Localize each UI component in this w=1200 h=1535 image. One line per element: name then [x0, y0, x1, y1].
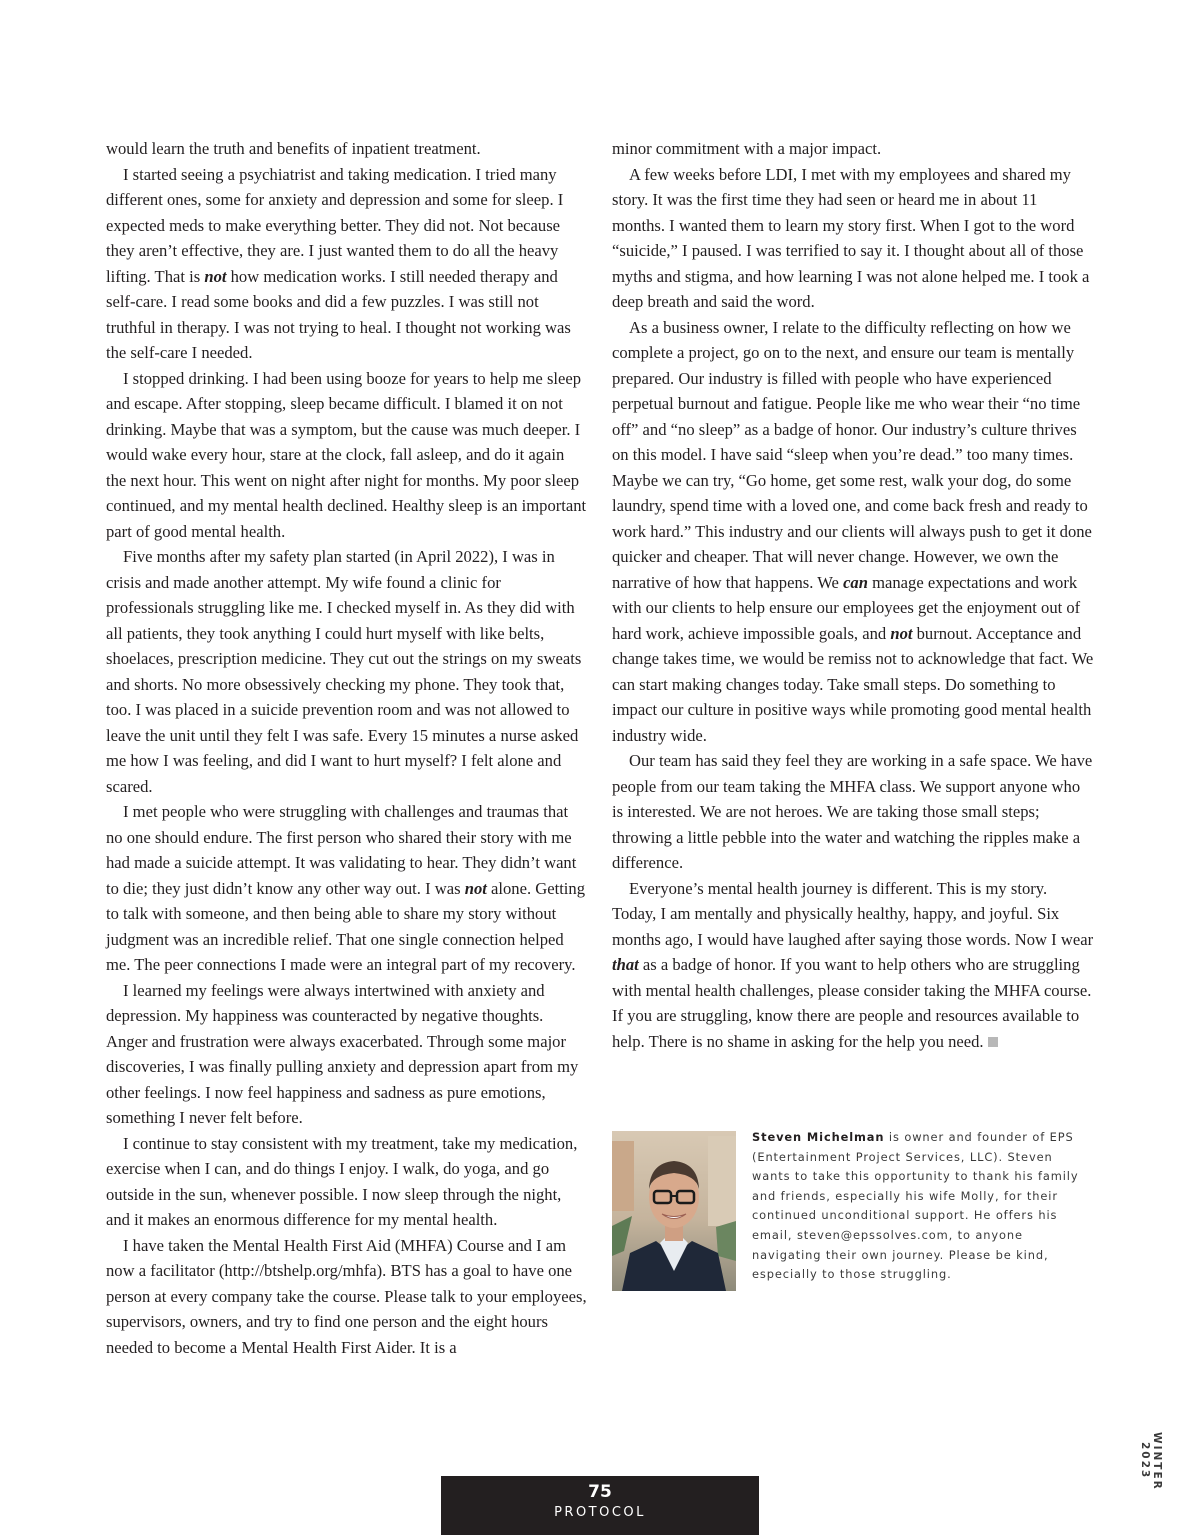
- paragraph: I have taken the Mental Health First Aid (MHFA) Course and I am now a facilitator (http://btshelp.org/mhfa). BTS has a goal to have one person at every company take the course. Please talk to your employees, supervisors, owners, and try to find one person and the eight hours needed to become a Mental Health First Aider. It is a: [106, 1235, 587, 1357]
- paragraph: would learn the truth and benefits of inpatient treatment.: [106, 139, 481, 158]
- article-column-right: [612, 136, 1094, 1054]
- author-bio-text: is owner and founder of EPS (Entertainment Project Services, LLC). Steven wants to take this opportunity to thank his family and friends, especially his wife Molly, for their continued unconditional support. He offers his email, steven@epssolves.com, to anyone navigating their own journey. Please be kind, especially to those struggling.: [752, 1130, 1079, 1282]
- paragraph: I met people who were struggling with challenges and traumas that no one should endure. The first person who shared their story with me had made a suicide attempt. It was validating to hear. They didn’t want to die; they just didn’t know any other way out. I was not alone. Getting to talk with someone, and then being able to share my story without judgment was an incredible relief. That one single connection helped me. The peer connections I made were an integral part of my recovery.: [106, 802, 586, 974]
- paragraph: I learned my feelings were always intertwined with anxiety and depression. My happiness was counteracted by negative thoughts. Anger and frustration were always exacerbated. Through some major discoveries, I was finally pulling anxiety and depression apart from my other feelings. I now feel happiness and sadness as pure emotions, something I never felt before.: [106, 980, 579, 1127]
- author-bio: [752, 1128, 1092, 1285]
- article-column-left: [106, 136, 588, 1360]
- emphasis: that: [612, 955, 639, 974]
- emphasis: not: [204, 266, 227, 286]
- author-photo: [612, 1131, 736, 1291]
- magazine-name: PROTOCOL: [554, 1505, 646, 1520]
- paragraph: Our team has said they feel they are working in a safe space. We have people from our team taking the MHFA class. We support anyone who is interested. We are not heroes. We are taking those small steps; throwing a little pebble into the water and watching the ripples make a difference.: [612, 751, 1093, 872]
- paragraph: As a business owner, I relate to the difficulty reflecting on how we complete a project, go on to the next, and ensure our team is mentally prepared. Our industry is filled with people who have experienced perpetual burnout and fatigue. People like me who wear their “no time off” and “no sleep” as a badge of honor. Our industry’s culture thrives on this model. I have said “sleep when you’re dead.” too many times. Maybe we can try, “Go home, get some rest, walk your dog, do some laundry, spend time with a loved one, and come back fresh and ready to work hard.” This industry and our clients will always push to get it done quicker and cheaper. That will never change. However, we own the narrative of how that happens. We can manage expectations and work with our clients to help ensure our employees get the enjoyment out of hard work, achieve impossible goals, and not burnout. Acceptance and change takes time, we would be remiss not to acknowledge that fact. We can start making changes today. Take small steps. Do something to impact our culture in positive ways while promoting good mental health industry wide.: [612, 317, 1094, 745]
- paragraph: Five months after my safety plan started (in April 2022), I was in crisis and made another attempt. My wife found a clinic for professionals struggling like me. I checked myself in. As they did with all patients, they took anything I could hurt myself with like belts, shoelaces, prescription medicine. They cut out the strings on my sweats and shorts. No more obsessively checking my phone. They took that, too. I was placed in a suicide prevention room and was not allowed to leave the unit until they felt I was safe. Every 15 minutes a nurse asked me how I was feeling, and did I want to hurt myself? I felt alone and scared.: [106, 547, 582, 796]
- paragraph: Everyone’s mental health journey is different. This is my story. Today, I am mentally and physically healthy, happy, and joyful. Six months ago, I would have laughed after saying those words. Now I wear that as a badge of honor. If you want to help others who are struggling with mental health challenges, please consider taking the MHFA course. If you are struggling, know there are people and resources available to help. There is no shame in asking for the help you need.: [612, 878, 1094, 1051]
- page-number: 75: [588, 1482, 612, 1502]
- emphasis: not: [890, 623, 913, 643]
- emphasis: can: [843, 572, 868, 592]
- end-of-article-mark: [988, 1037, 998, 1047]
- paragraph: I stopped drinking. I had been using booze for years to help me sleep and escape. After stopping, sleep became difficult. I blamed it on not drinking. Maybe that was a symptom, but the cause was much deeper. I would wake every hour, stare at the clock, fall asleep, and do it again the next hour. This went on night after night for months. My poor sleep continued, and my mental health declined. Healthy sleep is an important part of good mental health.: [106, 368, 587, 541]
- paragraph: I started seeing a psychiatrist and taking medication. I tried many different ones, some for anxiety and depression and some for sleep. I expected meds to make everything better. They did not. Not because they aren’t effective, they are. I just wanted them to do all the heavy lifting. That is not how medication works. I still needed therapy and self-care. I read some books and did a few puzzles. I was still not truthful in therapy. I was not trying to heal. I thought not working was the self-care I needed.: [106, 164, 571, 362]
- issue-label: WINTER 2023: [1139, 1431, 1163, 1491]
- emphasis: not: [464, 878, 487, 898]
- paragraph: minor commitment with a major impact.: [612, 139, 882, 158]
- paragraph: A few weeks before LDI, I met with my employees and shared my story. It was the first time they had seen or heard me in about 11 months. I wanted them to learn my story first. When I got to the word “suicide,” I paused. I was terrified to say it. I thought about all of those myths and stigma, and how learning I was not alone helped me. I took a deep breath and said the word.: [612, 164, 1090, 311]
- paragraph: I continue to stay consistent with my treatment, take my medication, exercise when I can, and do things I enjoy. I walk, do yoga, and go outside in the sun, whenever possible. I now sleep through the night, and it makes an enormous difference for my mental health.: [106, 1133, 578, 1229]
- author-portrait-image: [612, 1131, 736, 1291]
- author-name: Steven Michelman: [752, 1130, 885, 1144]
- page-footer: [441, 1476, 759, 1535]
